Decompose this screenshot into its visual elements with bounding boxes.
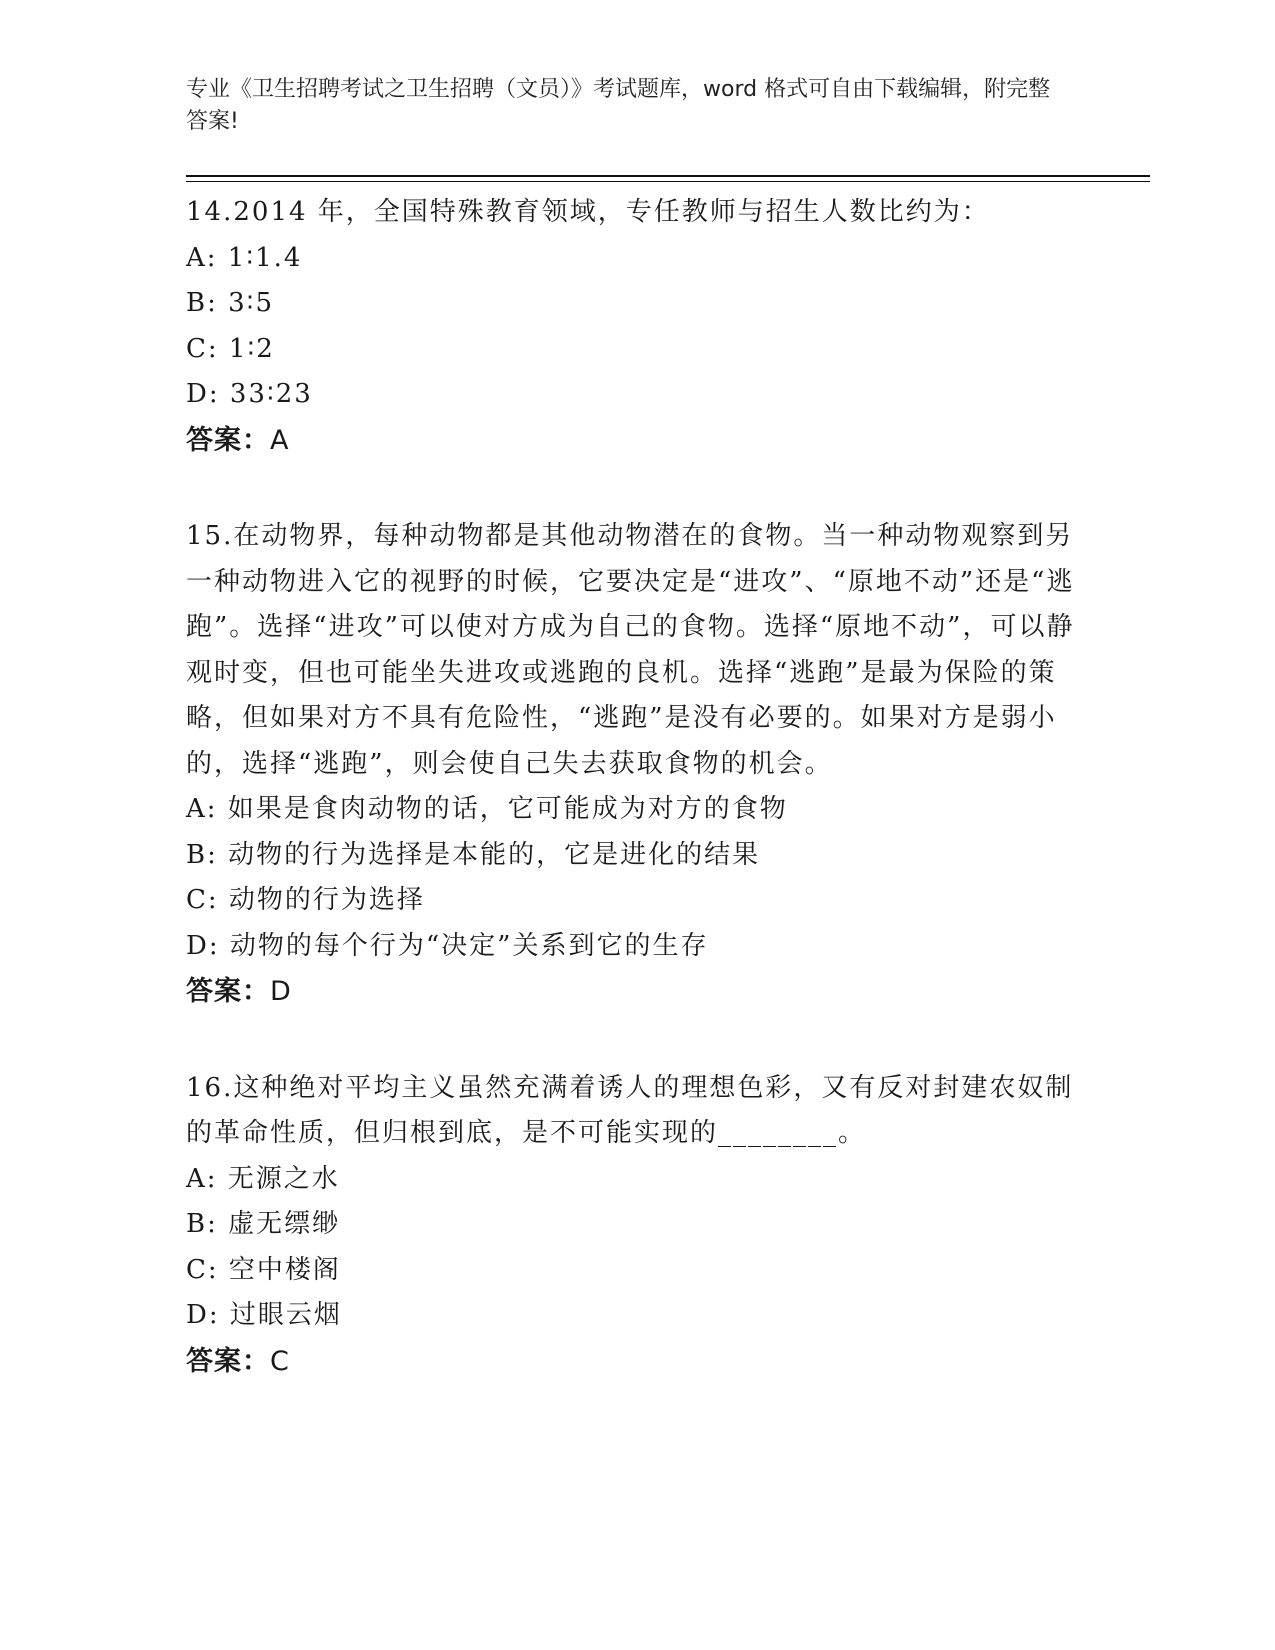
question-text <box>186 1066 1086 1157</box>
question-16 <box>186 1066 1086 1385</box>
header-rule-thin <box>186 181 1150 182</box>
question-text <box>186 190 1086 236</box>
option-b: B: 动物的行为选择是本能的，它是进化的结果 <box>186 839 761 870</box>
answer-value: D <box>270 976 292 1007</box>
option-c: C: 动物的行为选择 <box>186 885 425 915</box>
option-d: D: 动物的每个行为“决定”关系到它的生存 <box>186 930 709 961</box>
answer-label: 答案： <box>186 976 270 1007</box>
question-15 <box>186 514 1086 1015</box>
question-number: 14. <box>186 197 234 227</box>
answer-line <box>186 969 1086 1015</box>
option-b: B: 3∶5 <box>186 288 274 318</box>
question-list <box>186 190 1086 1435</box>
option-c: C: 1∶2 <box>186 333 275 364</box>
option-c: C: 空中楼阁 <box>186 1254 341 1285</box>
option-a: A: 无源之水 <box>186 1163 340 1194</box>
question-body: 在动物界，每种动物都是其他动物潜在的食物。当一种动物观察到另一种动物进入它的视野的时候，它要决定是“进攻”、“原地不动”还是“逃跑”。选择“进攻”可以使对方成为自己的食物。选择“原地不动”，可以静观时变，但也可能坐失进攻或逃跑的良机。选择“逃跑”是最为保险的策略，但如果对方不具有危险性，“逃跑”是没有必要的。如果对方是弱小的，选择“逃跑”，则会使自己失去获取食物的机会。 <box>186 521 1075 779</box>
answer-label: 答案： <box>186 1345 270 1377</box>
answer-label: 答案： <box>186 424 270 456</box>
option-d: D: 过眼云烟 <box>186 1300 342 1330</box>
option-a: A: 1∶1.4 <box>186 242 303 273</box>
question-body: 这种绝对平均主义虽然充满着诱人的理想色彩，又有反对封建农奴制的革命性质，但归根到底，是不可能实现的________。 <box>186 1072 1074 1148</box>
answer-value: A <box>270 424 290 456</box>
header-rule-thick <box>186 175 1150 177</box>
option-b: B: 虚无缥缈 <box>186 1209 341 1239</box>
question-number: 16. <box>186 1072 234 1103</box>
question-number: 15. <box>186 521 234 551</box>
question-body: 2014 年，全国特殊教育领域，专任教师与招生人数比约为： <box>233 197 990 227</box>
question-14 <box>186 190 1086 463</box>
answer-line <box>186 418 1086 464</box>
option-a: A: 如果是食肉动物的话，它可能成为对方的食物 <box>186 794 788 824</box>
document-header: 专业《卫生招聘考试之卫生招聘（文员）》考试题库，word 格式可自由下载编辑，附完整答案! <box>186 77 1051 134</box>
option-d: D: 33∶23 <box>186 379 313 409</box>
question-text <box>186 514 1086 787</box>
answer-value: C <box>270 1345 290 1377</box>
answer-line <box>186 1339 1086 1385</box>
